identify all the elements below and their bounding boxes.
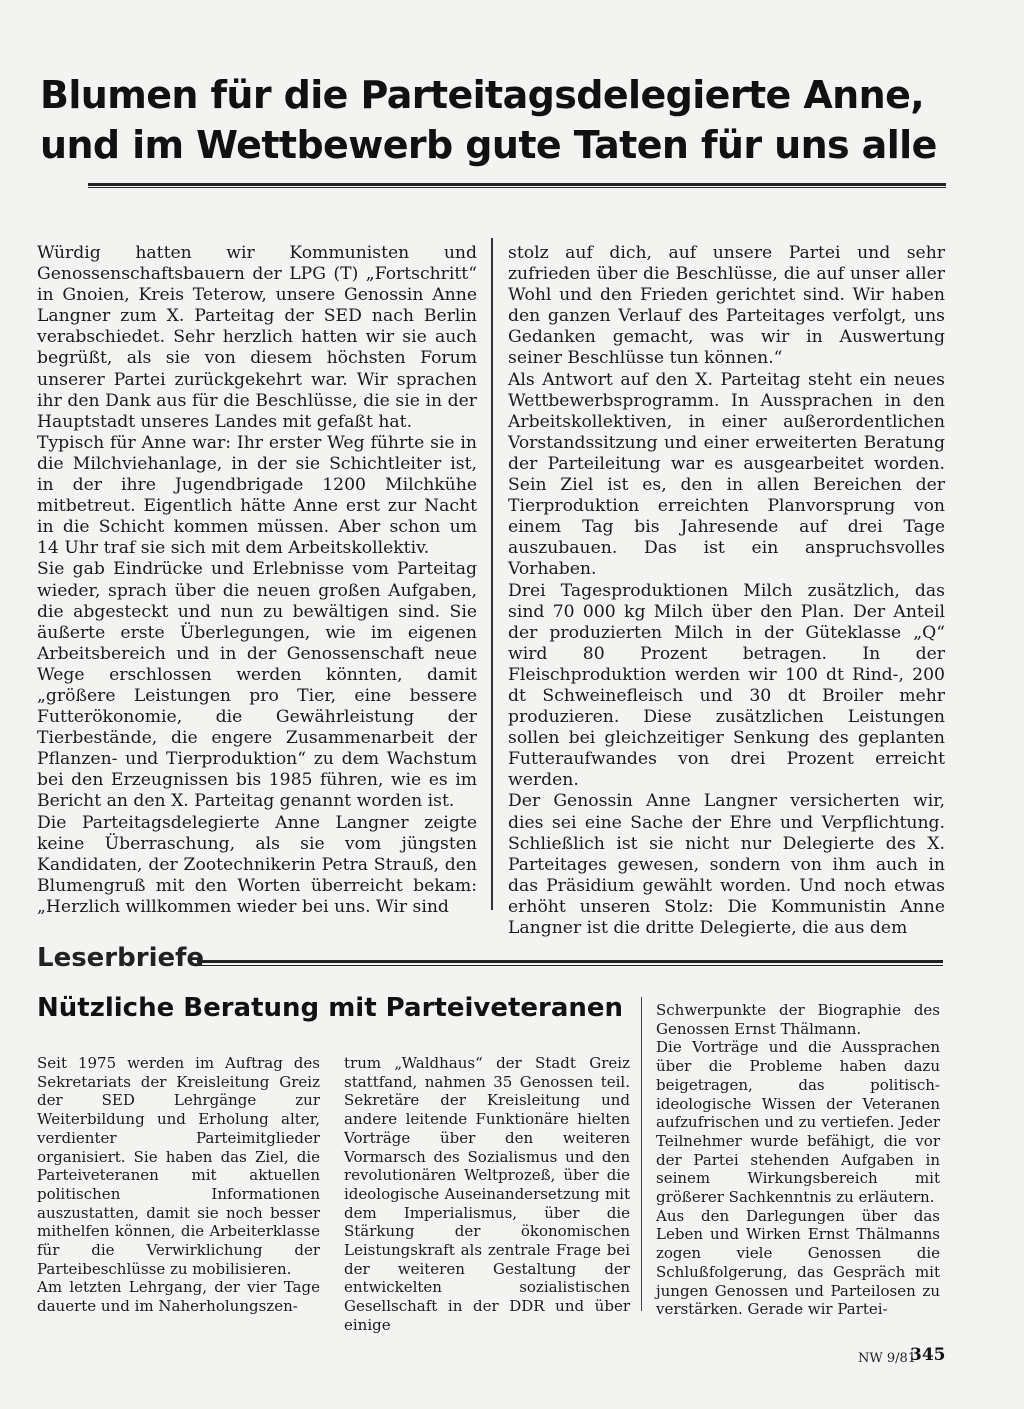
article-column-2 [508,243,945,939]
letter-column-1 [37,1054,320,1316]
letter-paragraph: Am letzten Lehrgang, der vier Tage dauerte und im Naherholungszen- [37,1278,320,1316]
article-headline [40,70,960,170]
article-paragraph: Typisch für Anne war: Ihr erster Weg führte sie in die Milchviehanlage, in der sie Schichtleiter ist, in der ihre Jugendbrigade 1200 Milchkühe mitbetreut. Eigentlich hätte Anne erst zur Nacht in die Schicht kommen müssen. Aber schon um 14 Uhr traf sie sich mit dem Arbeitskollektiv. [37,432,477,559]
article-paragraph: Der Genossin Anne Langner versicherten wir, dies sei eine Sache der Ehre und Verpflichtung. Schließlich ist sie nicht nur Delegierte des X. Parteitages gewesen, sondern von ihm auch in das Präsidium gewählt worden. Und noch etwas erhöht unseren Stolz: Die Kommunistin Anne Langner ist die dritte Delegierte, die aus dem [508,791,945,938]
letter-paragraph: Seit 1975 werden im Auftrag des Sekretariats der Kreisleitung Greiz der SED Lehrgänge zur Weiterbildung und Erholung alter, verdienter Parteimitglieder organisiert. Sie haben das Ziel, die Parteiveteranen mit aktuellen politischen Informationen auszustatten, damit sie noch besser mithelfen können, die Arbeiterklasse für die Verwirklichung der Parteibeschlüsse zu mobilisieren. [37,1054,320,1278]
headline-line-2: und im Wettbewerb gute Taten für uns alle [40,123,937,167]
page-number: 345 [910,1345,946,1365]
article-paragraph: stolz auf dich, auf unsere Partei und sehr zufrieden über die Beschlüsse, die auf unser aller Wohl und den Frieden gerichtet sind. Wir haben den ganzen Verlauf des Parteitages verfolgt, uns Gedanken gemacht, was wir in Auswertung seiner Beschlüsse tun können.“ [508,243,945,369]
column-divider [491,238,493,910]
article-paragraph: Drei Tagesproduktionen Milch zusätzlich, das sind 70 000 kg Milch über den Plan. Der Anteil der produzierten Milch in der Güteklasse „Q“ wird 80 Prozent betragen. In der Fleischproduktion werden wir 100 dt Rind-, 200 dt Schweinefleisch und 30 dt Broiler mehr produzieren. Diese zusätzlichen Leistungen sollen bei gleichzeitiger Senkung des geplanten Futteraufwandes von drei Prozent erreicht werden. [508,580,945,791]
article-paragraph: Würdig hatten wir Kommunisten und Genossenschaftsbauern der LPG (T) „Fortschritt“ in Gnoien, Kreis Teterow, unsere Genossin Anne Langner zum X. Parteitag der SED nach Berlin verabschiedet. Sehr herzlich hatten wir sie auch begrüßt, als sie von diesem höchsten Forum unserer Partei zurückgekehrt war. Wir sprachen ihr den Dank aus für die Beschlüsse, die sie in der Hauptstadt unseres Landes mit gefaßt hat. [37,243,477,432]
letter-paragraph: trum „Waldhaus“ der Stadt Greiz stattfand, nahmen 35 Genossen teil. Sekretäre der Kreisleitung und andere leitende Funktionäre hielten Vorträge über den weiteren Vormarsch des Sozialismus und den revolutionären Weltprozeß, über die ideologische Auseinandersetzung mit dem Imperialismus, über die Stärkung der ökonomischen Leistungskraft als zentrale Frage bei der weiteren Gestaltung der entwickelten sozialistischen Gesellschaft in der DDR und über einige [344,1054,630,1334]
letter-title: Nützliche Beratung mit Parteiveteranen [37,993,624,1023]
letter-paragraph: Schwerpunkte der Biographie des Genossen Ernst Thälmann. [656,1001,940,1038]
article-paragraph: Die Parteitagsdelegierte Anne Langner zeigte keine Überraschung, als sie vom jüngsten Kandidaten, der Zootechnikerin Petra Strauß, den Blumengruß mit den Worten überreicht bekam: „Herzlich willkommen wieder bei uns. Wir sind [37,812,477,917]
letter-column-2 [344,1054,630,1335]
letter-column-3 [656,1001,940,1319]
section-divider [197,960,943,966]
headline-line-1: Blumen für die Parteitagsdelegierte Anne, [40,73,925,117]
section-label-leserbriefe: Leserbriefe [37,943,205,973]
article-paragraph: Sie gab Eindrücke und Erlebnisse vom Parteitag wieder, sprach über die neuen großen Aufgaben, die abgesteckt und nun zu bewältigen sind. Sie äußerte erste Überlegungen, wie im eigenen Arbeitsbereich und in der Genossenschaft neue Wege erschlossen werden könnten, damit „größere Leistungen pro Tier, eine bessere Futterökonomie, die Gewährleistung der Tierbestände, die engere Zusammenarbeit der Pflanzen- und Tierproduktion“ zu dem Wachstum bei den Erzeugnissen bis 1985 führen, wie es im Bericht an den X. Parteitag genannt worden ist. [37,559,477,812]
letter-paragraph: Aus den Darlegungen über das Leben und Wirken Ernst Thälmanns zogen viele Genossen die Schlußfolgerung, das Gespräch mit jungen Genossen und Parteilosen zu verstärken. Gerade wir Partei- [656,1206,940,1319]
letter-column-divider [641,997,642,1311]
journal-reference: NW 9/81 [858,1351,917,1366]
article-paragraph: Als Antwort auf den X. Parteitag steht ein neues Wettbewerbsprogramm. In Aussprachen in den Arbeitskollektiven, in einer außerordentlichen Vorstandssitzung und einer erweiterten Beratung der Parteileitung war es ausgearbeitet worden. Sein Ziel ist es, den in allen Bereichen der Tierproduktion erreichten Planvorsprung von einem Tag bis Jahresende auf drei Tage auszubauen. Das ist ein anspruchsvolles Vorhaben. [508,369,945,580]
headline-divider [88,183,946,188]
letter-paragraph: Die Vorträge und die Aussprachen über die Probleme haben dazu beigetragen, das politisch-ideologische Wissen der Veteranen aufzufrischen und zu vertiefen. Jeder Teilnehmer wurde befähigt, die vor der Partei stehenden Aufgaben in seinem Wirkungsbereich mit größerer Sachkenntnis zu erläutern. [656,1038,940,1207]
article-column-1 [37,243,477,918]
